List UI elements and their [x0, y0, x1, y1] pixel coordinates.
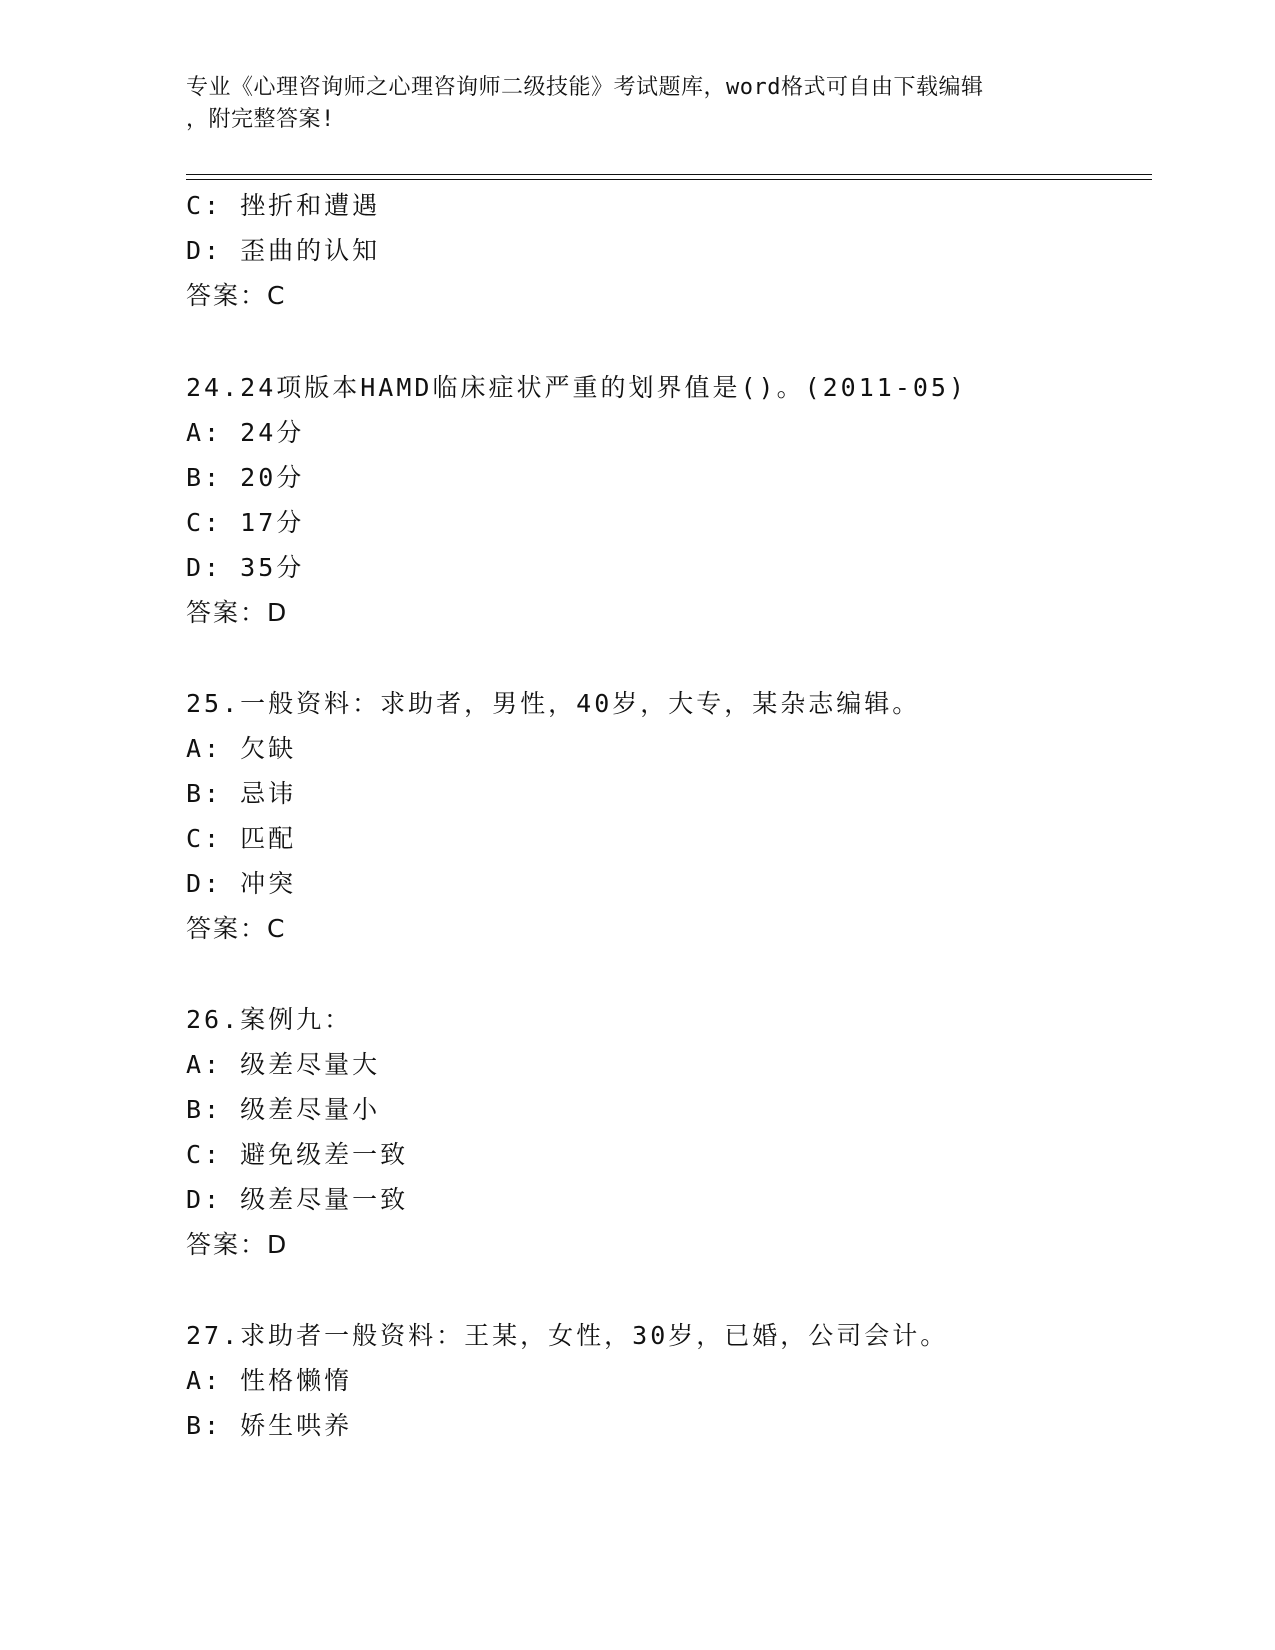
- q26-option-b: B: 级差尽量小: [186, 1095, 381, 1124]
- q25-option-b: B: 忌讳: [186, 779, 297, 808]
- header-rule-top: [186, 174, 1152, 175]
- q24-option-d: D: 35分: [186, 553, 305, 582]
- q26-option-c: C: 避免级差一致: [186, 1140, 409, 1169]
- q23-answer: 答案：C: [186, 281, 287, 310]
- document-header: [186, 72, 1086, 136]
- q27-option-b: B: 娇生哄养: [186, 1411, 353, 1440]
- q24-option-a: A: 24分: [186, 418, 305, 447]
- header-title-line-1: 专业《心理咨询师之心理咨询师二级技能》考试题库，word格式可自由下载编辑: [186, 75, 984, 100]
- q24-option-b: B: 20分: [186, 463, 305, 492]
- q23-option-d: D: 歪曲的认知: [186, 236, 381, 265]
- header-title-line-2: ，附完整答案!: [186, 107, 335, 132]
- q27-question: 27.求助者一般资料：王某，女性，30岁，已婚，公司会计。: [186, 1321, 949, 1350]
- q26-option-a: A: 级差尽量大: [186, 1050, 381, 1079]
- q26-option-d: D: 级差尽量一致: [186, 1185, 409, 1214]
- q24-answer: 答案：D: [186, 598, 289, 627]
- q24-option-c: C: 17分: [186, 508, 305, 537]
- header-rule-bottom: [186, 179, 1152, 180]
- q24-question: 24.24项版本HAMD临床症状严重的划界值是()。(2011-05): [186, 373, 968, 402]
- q26-answer: 答案：D: [186, 1230, 289, 1259]
- q27-option-a: A: 性格懒惰: [186, 1366, 353, 1395]
- q25-answer: 答案：C: [186, 914, 287, 943]
- q25-option-c: C: 匹配: [186, 824, 297, 853]
- q25-option-d: D: 冲突: [186, 869, 297, 898]
- q25-question: 25.一般资料：求助者，男性，40岁，大专，某杂志编辑。: [186, 689, 921, 718]
- q23-option-c: C: 挫折和遭遇: [186, 191, 381, 220]
- q25-option-a: A: 欠缺: [186, 734, 297, 763]
- q26-question: 26.案例九：: [186, 1005, 353, 1034]
